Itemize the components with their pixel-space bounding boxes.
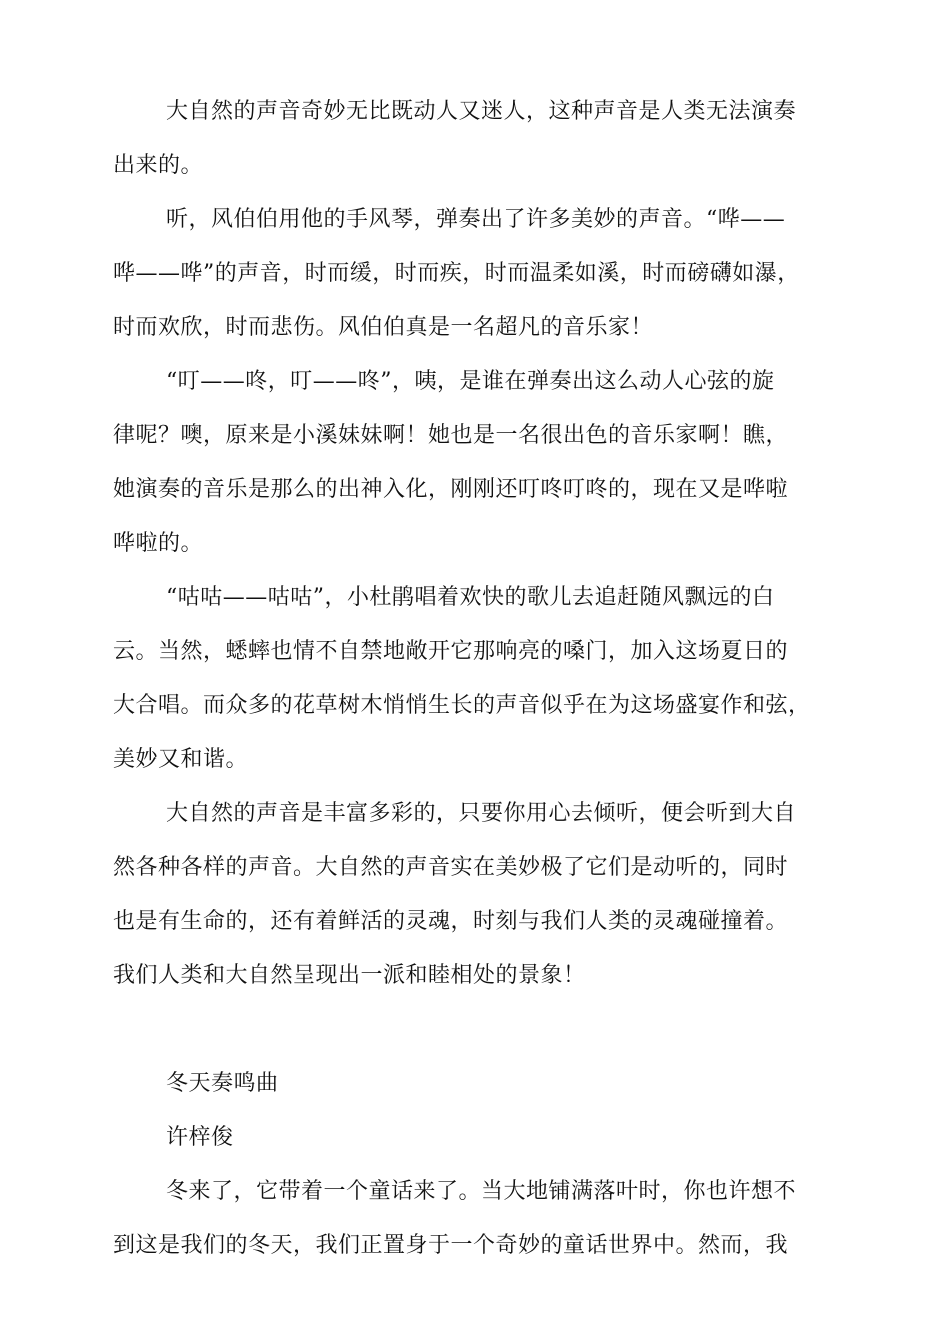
paragraph-6-line-1: 冬来了，它带着一个童话来了。当大地铺满落叶时，你也许想不 xyxy=(166,1179,797,1204)
paragraph-2-line-2: 哗——哗”的声音，时而缓，时而疾，时而温柔如溪，时而磅礴如瀑， xyxy=(113,261,800,286)
paragraph-1-line-2: 出来的。 xyxy=(113,153,204,178)
paragraph-5-line-3: 也是有生命的，还有着鲜活的灵魂，时刻与我们人类的灵魂碰撞着。 xyxy=(113,909,789,934)
paragraph-4-line-3: 大合唱。而众多的花草树木悄悄生长的声音似乎在为这场盛宴作和弦， xyxy=(113,693,811,718)
paragraph-2-line-3: 时而欢欣，时而悲伤。风伯伯真是一名超凡的音乐家！ xyxy=(113,315,654,340)
paragraph-6-line-2: 到这是我们的冬天，我们正置身于一个奇妙的童话世界中。然而，我 xyxy=(113,1233,789,1258)
essay-author: 许梓俊 xyxy=(166,1125,234,1150)
paragraph-1-line-1: 大自然的声音奇妙无比既动人又迷人，这种声音是人类无法演奏 xyxy=(166,99,797,124)
paragraph-3-line-3: 她演奏的音乐是那么的出神入化，刚刚还叮咚叮咚的，现在又是哗啦 xyxy=(113,477,789,502)
paragraph-5-line-1: 大自然的声音是丰富多彩的，只要你用心去倾听，便会听到大自 xyxy=(166,801,797,826)
paragraph-3-line-2: 律呢？噢，原来是小溪妹妹啊！她也是一名很出色的音乐家啊！瞧， xyxy=(113,423,789,448)
paragraph-4-line-1: “咕咕——咕咕”，小杜鹃唱着欢快的歌儿去追赶随风飘远的白 xyxy=(166,585,775,610)
paragraph-4-line-2: 云。当然，蟋蟀也情不自禁地敞开它那响亮的嗓门，加入这场夏日的 xyxy=(113,639,789,664)
paragraph-3-line-4: 哗啦的。 xyxy=(113,531,204,556)
paragraph-5-line-4: 我们人类和大自然呈现出一派和睦相处的景象！ xyxy=(113,963,586,988)
essay-title: 冬天奏鸣曲 xyxy=(166,1071,279,1096)
paragraph-5-line-2: 然各种各样的声音。大自然的声音实在美妙极了它们是动听的，同时 xyxy=(113,855,789,880)
paragraph-3-line-1: “叮——咚，叮——咚”，咦，是谁在弹奏出这么动人心弦的旋 xyxy=(166,369,775,394)
paragraph-4-line-4: 美妙又和谐。 xyxy=(113,747,249,772)
paragraph-2-line-1: 听，风伯伯用他的手风琴，弹奏出了许多美妙的声音。“哗—— xyxy=(166,207,786,232)
